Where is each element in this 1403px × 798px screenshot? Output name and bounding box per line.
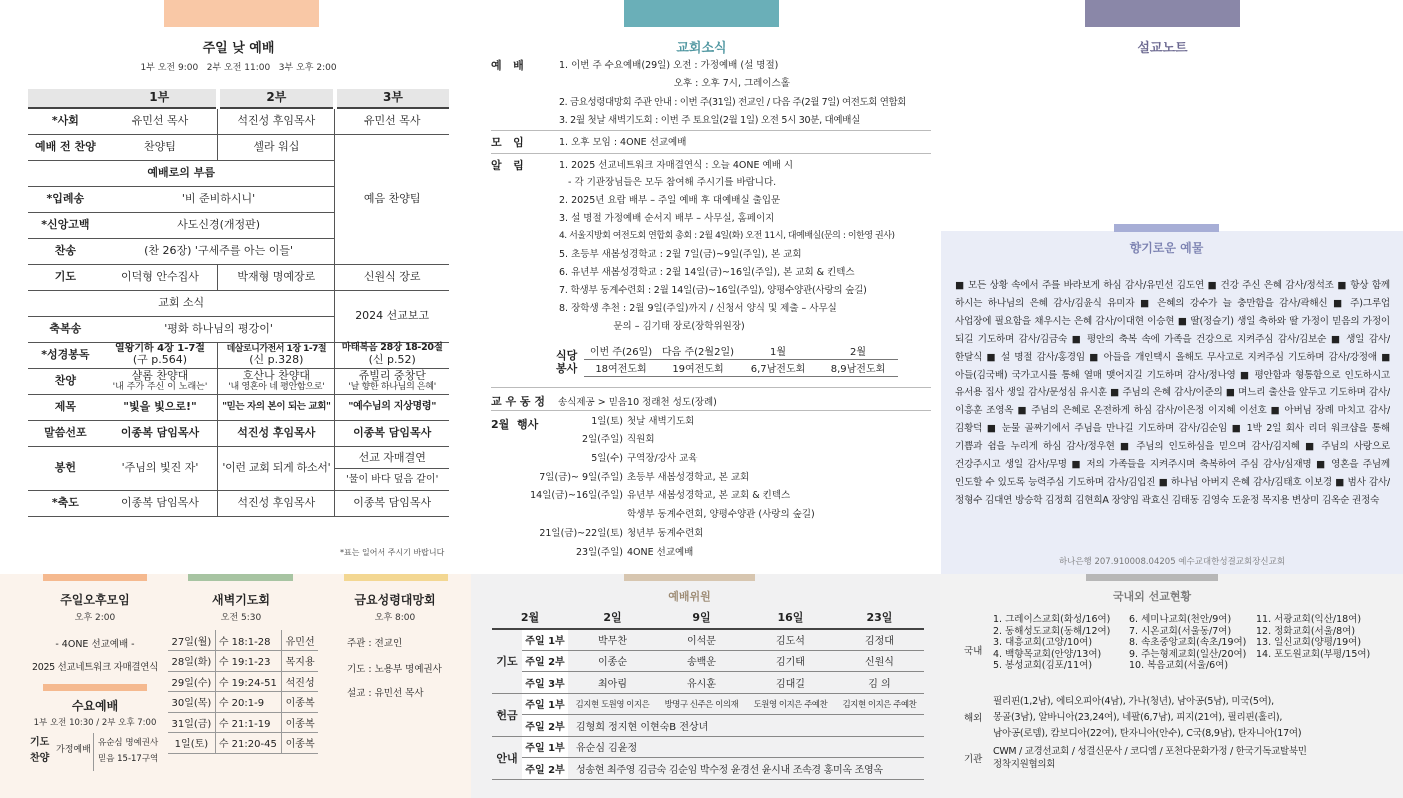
staff-cell: 김 의 (835, 672, 924, 694)
mission-item: 10. 복음교회(서울/6여) (1129, 660, 1229, 672)
dawn-row (168, 712, 318, 733)
notice-item-6: 6. 유년부 새봄성경학교 : 2월 14일(금)~16일(주일), 본 교회 & 킨텍스 (559, 267, 855, 278)
staff-cell: 도원영 이지은 주예찬 (746, 693, 835, 715)
mission-org-line: CWM / 교경선교회 / 성결신문사 / 코디엠 / 포천다문화가정 / 한국기독교탈북민 (993, 746, 1307, 757)
choir-2: 호산나 찬양대 '내 영혼아 네 평안함으로' (218, 368, 335, 394)
staff-part: 주일 2부 (522, 650, 568, 672)
mission-foreign-label: 해외 (964, 713, 983, 724)
event-desc: 청년부 동계수련회 (627, 528, 704, 539)
event-desc: 유년부 새봄성경학교, 본 교회 & 킨텍스 (627, 490, 791, 501)
mission-item: 14. 포도원교회(부평/15여) (1256, 648, 1371, 660)
benediction-1: 이종복 담임목사 (103, 490, 218, 516)
staff-part: 주일 1부 (522, 736, 568, 758)
event-date: 14일(금)~16일(주일) (530, 490, 623, 501)
dawn-date: 1일(토) (168, 733, 215, 754)
afternoon-line2: 2025 선교네트워크 자매결연식 (31, 662, 159, 673)
wednesday-v2: 유순심 명예권사 믿음 15-17구역 (98, 738, 159, 764)
row-label-scripture: *성경봉독 (28, 342, 103, 368)
mission-item: 11. 서광교회(익산/18여) (1256, 614, 1362, 625)
dawn-passage: 수 21:1-19 (215, 712, 281, 733)
header-blank (28, 89, 103, 108)
worship-item-2: 2. 금요성령대망회 주관 안내 : 이번 주(31일) 전교인 / 다음 주(2월 7일) 여전도회 연합회 (559, 97, 907, 108)
friday-line3: 설교 : 유민선 목사 (347, 688, 424, 699)
mission-foreign (993, 694, 1301, 742)
event-date: 7일(금)~ 9일(주일) (539, 472, 623, 483)
benediction-3: 이종복 담임목사 (335, 490, 449, 516)
bank-account: 하나은행 207.910008.04205 예수교대한성결교회장신교회 (1058, 557, 1286, 567)
staff-cell: 이종순 (568, 650, 657, 672)
staff-cat-prayer: 기도 (492, 629, 522, 694)
friday-line2: 기도 : 노용부 명예권사 (347, 664, 442, 675)
row-label-title: 제목 (28, 394, 103, 420)
staff-cell: 최아림 (568, 672, 657, 694)
notice-label: 알 림 (491, 159, 524, 172)
wednesday-labels: 기도 찬양 (30, 737, 50, 764)
dawn-bar (188, 574, 293, 581)
mission-col2 (1129, 614, 1246, 672)
meal-val-0: 18여전도회 (584, 359, 658, 376)
dawn-date: 31일(금) (168, 712, 215, 733)
news-title: 교회소식 (676, 41, 727, 56)
dawn-row (168, 630, 318, 651)
meal-val-1: 19여전도회 (658, 359, 738, 376)
staff-cell: 송백운 (657, 650, 746, 672)
row-label-prayer: 기도 (28, 264, 103, 290)
events-list (527, 414, 927, 564)
row-label-benediction: *축도 (28, 490, 103, 516)
sermon-title-2: "믿는 자의 본이 되는 교회" (218, 394, 335, 420)
fragrant-title: 향기로운 예물 (1129, 241, 1204, 255)
mission-item: 9. 주는형제교회(일산/20여) (1129, 648, 1247, 660)
staff-head-date: 23일 (835, 607, 924, 629)
dawn-row (168, 733, 318, 754)
dawn-preacher: 목지용 (282, 651, 318, 672)
notice-item-1: 1. 2025 선교네트워크 자매결연식 : 오늘 4ONE 예배 시 (559, 160, 794, 171)
praise-team-3: 예음 찬양팀 (335, 134, 449, 264)
dawn-preacher: 이종복 (282, 712, 318, 733)
event-date: 5일(수) (591, 453, 623, 464)
scripture-2: 데살로니가전서 1장 1-7절 (신 p.328) (218, 342, 335, 368)
friday-time: 오후 8:00 (374, 613, 416, 623)
staff-cell: 김지현 도원영 이지은 (568, 693, 657, 715)
sermon-note-title: 설교노트 (1137, 41, 1188, 56)
mission-item: 1. 그레이스교회(화성/16여) (993, 614, 1111, 625)
presider-1: 유민선 목사 (103, 108, 218, 134)
row-label-sermon: 말씀선포 (28, 420, 103, 446)
staff-head-date: 16일 (746, 607, 835, 629)
mission-bar (1086, 574, 1218, 581)
meeting-label: 모 임 (491, 136, 524, 149)
row-label-choir: 찬양 (28, 368, 103, 394)
dawn-date: 28일(화) (168, 651, 215, 672)
dawn-date: 30일(목) (168, 692, 215, 713)
prayer-2: 박재형 명예장로 (218, 264, 335, 290)
divider (491, 130, 931, 131)
worship-item-1: 1. 이번 주 수요예배(29일) 오전 : 가정예배 (설 명절) (559, 60, 779, 71)
header-part2: 2부 (218, 89, 335, 108)
prayer-3: 신원식 장로 (335, 264, 449, 290)
afternoon-time: 오후 2:00 (74, 613, 116, 623)
staff-table (492, 607, 924, 780)
condolence-text: 송식제공 > 믿음10 정래천 성도(장례) (558, 397, 717, 408)
afternoon-bar (43, 574, 147, 581)
staff-cell: 박무찬 (568, 629, 657, 651)
fragrant-body: ■ 모든 상황 속에서 주를 바라보게 하심 감사/유민선 김도연 ■ 건강 주신 은혜 감사/정석조 ■ 항상 함께 하시는 하나님의 은혜 감사/김윤식 유미자 ■ 은혜의 강수가 늘 충만함을 감사/곽해신 ■ 주)그루업 사업장에 필요함을 채우시는 은혜 감사/이대현 이승현 ■ 딸(정슬기) 생일 축하와 딸 가정이 믿음의 가정이 되길 기도하며 감사/김금숙 ■ 평안의 축복 속에 가족을 건강으로 지켜주심 감사/김보순 ■ 생일 감사/한달식 ■ 설 명절 감사/홍경임 ■ 아들을 개인택시 올해도 무사고로 지켜주심 기도하며 감사/강정애 ■ 아들(김국배) 국가고시를 통해 열매 맺어지길 기도하며 감사/정나영 ■ 평안함과 형통함으로 인도하시고 유서용 집사 생일 감사/문성심 유시훈 ■ 주님의 은혜 감사/이준의 ■ 며느리 출산을 앞두고 기도하며 감사/이흥훈 조영옥 ■ 주님의 은혜로 온전하게 하심 감사/이은정 이지혜 이선호 ■ 아버님 장례 마치고 감사/김황덕 ■ 눈물 골짜기에서 주님을 만나길 기도하며 감사/김순임 ■ 1박 2일 회사 리더 워크샵을 통해 기쁨과 쉼을 누리게 하심 감사/정우현 ■ 주님의 인도하심을 믿으며 감사/김지혜 ■ 주님의 사랑으로 건강주시고 생일 감사/무명 ■ 저의 가족들을 지켜주시며 축복하여 주심 감사/심재명 ■ 영혼을 주님께 인도할 수 있도록 능력주심 기도하며 감사/김입진 ■ 하나님 아버지 은혜 감사/김태호 이보경 ■ 범사 감사/정형수 김대연 방승학 김정희 김현희A 장양임 곽효신 김태동 김영숙 도윤정 목지용 변상미 김옥순 권정숙 (955, 280, 1390, 506)
staff-cell: 성송현 최주영 김금숙 김순임 박수정 윤경선 윤시내 조속경 홍미옥 조영옥 (568, 758, 924, 780)
mission-item: 5. 봉성교회(김포/11여) (993, 660, 1093, 672)
dawn-preacher: 석진성 (282, 671, 318, 692)
staff-cell: 신원식 (835, 650, 924, 672)
event-desc: 학생부 동계수련회, 양평수양관 (사랑의 숲길) (627, 509, 815, 520)
mission-org-line: 정착지원협의회 (993, 759, 1056, 770)
notice-item-1b: - 각 기관장님들은 모두 참여해 주시기를 바랍니다. (559, 177, 777, 188)
benediction-2: 석진성 후임목사 (218, 490, 335, 516)
news-tab-bar (624, 0, 779, 27)
dawn-time: 오전 5:30 (220, 613, 262, 623)
row-label-hymn: 찬송 (28, 238, 103, 264)
offering-1: '주님의 빛진 자' (103, 446, 218, 490)
dawn-row (168, 692, 318, 713)
wednesday-divider (93, 733, 94, 771)
staff-head-month: 2월 (492, 607, 568, 629)
row-label-creed: *신앙고백 (28, 212, 103, 238)
dawn-passage: 수 19:1-23 (215, 651, 281, 672)
sermon-tab-bar (1085, 0, 1240, 27)
divider (491, 153, 931, 154)
staff-head-date: 2일 (568, 607, 657, 629)
event-date: 21일(금)~22일(토) (539, 528, 623, 539)
mission-item: 2. 동해성도교회(동해/12여) (993, 625, 1111, 637)
dawn-date: 27일(월) (168, 630, 215, 651)
preacher-3: 이종복 담임목사 (335, 420, 449, 446)
worship-label: 예 배 (491, 59, 524, 72)
dawn-passage: 수 21:20-45 (215, 733, 281, 754)
meal-table (584, 342, 898, 377)
meeting-item: 1. 오후 모임 : 4ONE 선교예배 (559, 137, 687, 148)
dawn-title: 새벽기도회 (212, 593, 270, 607)
mission-col1 (993, 614, 1110, 672)
sunday-order-table (28, 89, 449, 517)
presider-3: 유민선 목사 (335, 108, 449, 134)
notice-item-8: 8. 장학생 추천 : 2월 9일(주일)까지 / 신청서 양식 및 제출 – 사무실 (559, 303, 837, 314)
staff-cell: 유순심 김윤정 (568, 736, 924, 758)
row-label-blessing: 축복송 (28, 316, 103, 342)
row-label-offering: 봉헌 (28, 446, 103, 490)
mission-col3 (1256, 614, 1370, 660)
event-desc: 구역장/강사 교육 (627, 453, 698, 464)
event-desc: 초등부 새봄성경학교, 본 교회 (627, 472, 750, 483)
staff-cell: 김기태 (746, 650, 835, 672)
wednesday-v1: 가정예배 (56, 745, 91, 755)
choir-3: 쥬빌리 중창단 '날 향한 하나님의 은혜' (335, 368, 449, 394)
mission-report: 2024 선교보고 (335, 290, 449, 342)
wednesday-title: 수요예배 (71, 699, 119, 713)
mission-foreign-line: 몽골(3남), 알바니아(23,24여), 네팔(6,7남), 피지(21여), 필리핀(홀리), (993, 712, 1283, 723)
preacher-1: 이종복 담임목사 (103, 420, 218, 446)
offering-2: '이런 교회 되게 하소서' (218, 446, 335, 490)
notice-item-4: 4. 서울지방회 여전도회 연합회 총회 : 2월 4일(화) 오전 11시, 대예배실(문의 : 이한영 권사) (559, 231, 895, 241)
mission-org-label: 기관 (964, 754, 983, 765)
meal-head-3: 2월 (818, 342, 898, 359)
mission-domestic-label: 국내 (964, 646, 983, 657)
staff-cat-usher: 안내 (492, 736, 522, 779)
divider (491, 387, 931, 388)
mission-item: 12. 정화교회(서울/8여) (1256, 625, 1356, 637)
sermon-title-3: "예수님의 지상명령" (335, 394, 449, 420)
staff-part: 주일 1부 (522, 629, 568, 651)
dawn-preacher: 이종복 (282, 733, 318, 754)
sunday-worship-times: 1부 오전 9:00 2부 오전 11:00 3부 오후 2:00 (140, 63, 337, 73)
dawn-preacher: 이종복 (282, 692, 318, 713)
hymn: (찬 26장) '구세주를 아는 이들' (103, 238, 335, 264)
creed: 사도신경(개정판) (103, 212, 335, 238)
events-label: 2월 행사 (491, 418, 539, 431)
sunday-worship-title: 주일 낮 예배 (202, 41, 275, 56)
praise-team-2: 셀라 워십 (218, 134, 335, 160)
mission-item: 8. 속초중앙교회(속초/19여) (1129, 637, 1247, 649)
mission-title: 국내외 선교현황 (1112, 590, 1192, 603)
sunday-tab-bar (164, 0, 319, 27)
event-date: 2일(주일) (582, 434, 623, 445)
condolence-label: 교 우 동 정 (491, 395, 545, 408)
staff-cell: 김지현 이지은 주예찬 (835, 693, 924, 715)
notice-item-3: 3. 설 명절 가정예배 순서지 배부 – 사무실, 홈페이지 (559, 213, 775, 224)
staff-cell: 김형희 정지현 이현숙B 전상녀 (568, 715, 924, 737)
praise-team-1: 찬양팀 (103, 134, 218, 160)
dawn-row (168, 671, 318, 692)
mission-item: 13. 일신교회(양평/19여) (1256, 637, 1362, 649)
friday-title: 금요성령대망회 (354, 593, 436, 607)
mission-foreign-line: 필리핀(1,2남), 에티오피아(4남), 가나(청년), 남아공(5남), 미국(5여), (993, 696, 1274, 707)
mission-item: 3. 대흥교회(고양/10여) (993, 637, 1093, 649)
mission-item: 6. 세미나교회(천안/9여) (1129, 614, 1232, 625)
sermon-title-1: "빛을 빛으로!" (103, 394, 218, 420)
wednesday-time: 1부 오전 10:30 / 2부 오후 7:00 (33, 718, 157, 728)
staff-title: 예배위원 (668, 590, 711, 603)
afternoon-title: 주일오후모임 (60, 593, 130, 607)
row-label-entrance: *입례송 (28, 186, 103, 212)
event-desc: 직원회 (627, 434, 655, 445)
meal-label: 식당 봉사 (556, 349, 578, 375)
event-date: 23일(주일) (575, 547, 623, 558)
dawn-date: 29일(수) (168, 671, 215, 692)
dawn-table (168, 630, 318, 754)
meal-head-1: 다음 주(2월2일) (658, 342, 738, 359)
staff-part: 주일 1부 (522, 693, 568, 715)
notice-item-7: 7. 학생부 동계수련회 : 2월 14일(금)~16일(주일), 양평수양관(사랑의 숲길) (559, 285, 867, 296)
event-desc: 4ONE 선교예배 (627, 547, 694, 558)
dawn-passage: 수 19:24-51 (215, 671, 281, 692)
dawn-passage: 수 18:1-28 (215, 630, 281, 651)
meal-head-2: 1월 (738, 342, 818, 359)
entrance-song: '비 준비하시니' (103, 186, 335, 212)
staff-cell: 유시훈 (657, 672, 746, 694)
staff-part: 주일 3부 (522, 672, 568, 694)
notice-item-8b: 문의 – 김기태 장로(장학위원장) (559, 321, 745, 332)
dawn-row (168, 651, 318, 672)
header-part3: 3부 (335, 89, 449, 108)
meal-val-3: 8,9남전도회 (818, 359, 898, 376)
row-label-presider: *사회 (28, 108, 103, 134)
event-desc: 첫날 새벽기도회 (627, 416, 695, 427)
divider (491, 410, 931, 411)
mission-org (993, 745, 1307, 771)
friday-bar (344, 574, 448, 581)
scripture-3: 마태복음 28장 18-20절 (신 p.52) (335, 342, 449, 368)
worship-item-1b: 오후 : 오후 7시, 그레이스홀 (559, 78, 790, 89)
mission-item: 7. 시온교회(서울동/7여) (1129, 625, 1232, 637)
mission-item: 4. 백향목교회(안양/13여) (993, 648, 1102, 660)
offering-3: 선교 자매결연 '물이 바다 덮음 같이' (335, 446, 449, 490)
meal-val-2: 6,7남전도회 (738, 359, 818, 376)
prayer-1: 이덕형 안수집사 (103, 264, 218, 290)
wednesday-bar (43, 684, 147, 691)
header-part1: 1부 (103, 89, 218, 108)
call-to-worship: 예배로의 부름 (28, 160, 335, 186)
staff-cat-offering: 헌금 (492, 693, 522, 736)
worship-item-3: 3. 2월 첫날 새벽기도회 : 이번 주 토요일(2월 1일) 오전 5시 30분, 대예배실 (559, 115, 861, 126)
event-date: 1일(토) (591, 416, 623, 427)
staff-cell: 김대길 (746, 672, 835, 694)
blessing-song: '평화 하나님의 평강이' (103, 316, 335, 342)
presider-2: 석진성 후임목사 (218, 108, 335, 134)
notice-item-2: 2. 2025년 요람 배부 – 주일 예배 후 대예배실 출입문 (559, 195, 781, 206)
stand-note: *표는 일어서 주시기 바랍니다 (340, 548, 445, 557)
church-news-row: 교회 소식 (28, 290, 335, 316)
staff-cell: 김도석 (746, 629, 835, 651)
staff-cell: 이석문 (657, 629, 746, 651)
friday-line1: 주관 : 전교인 (347, 638, 403, 649)
afternoon-line1: - 4ONE 선교예배 - (55, 639, 135, 650)
staff-head-date: 9일 (657, 607, 746, 629)
preacher-2: 석진성 후임목사 (218, 420, 335, 446)
staff-bar (624, 574, 755, 581)
row-label-prayer-song: 예배 전 찬양 (28, 134, 103, 160)
dawn-passage: 수 20:1-9 (215, 692, 281, 713)
meal-head-0: 이번 주(26일) (584, 342, 658, 359)
fragrant-bar (1114, 224, 1219, 232)
notice-item-5: 5. 초등부 새봄성경학교 : 2월 7일(금)~9일(주일), 본 교회 (559, 249, 802, 260)
dawn-preacher: 유민선 (282, 630, 318, 651)
staff-part: 주일 2부 (522, 715, 568, 737)
staff-cell: 방명구 신주은 이의재 (657, 693, 746, 715)
scripture-1: 열왕기하 4장 1-7절 (구 p.564) (103, 342, 218, 368)
staff-cell: 김정대 (835, 629, 924, 651)
choir-1: 샬롬 찬양대 '내 주가 주신 이 노래는' (103, 368, 218, 394)
mission-foreign-line: 남아공(로뎀), 캄보디아(22여), 탄자니아(안수), C국(8,9남), 탄자니아(17여) (993, 728, 1302, 739)
staff-part: 주일 2부 (522, 758, 568, 780)
